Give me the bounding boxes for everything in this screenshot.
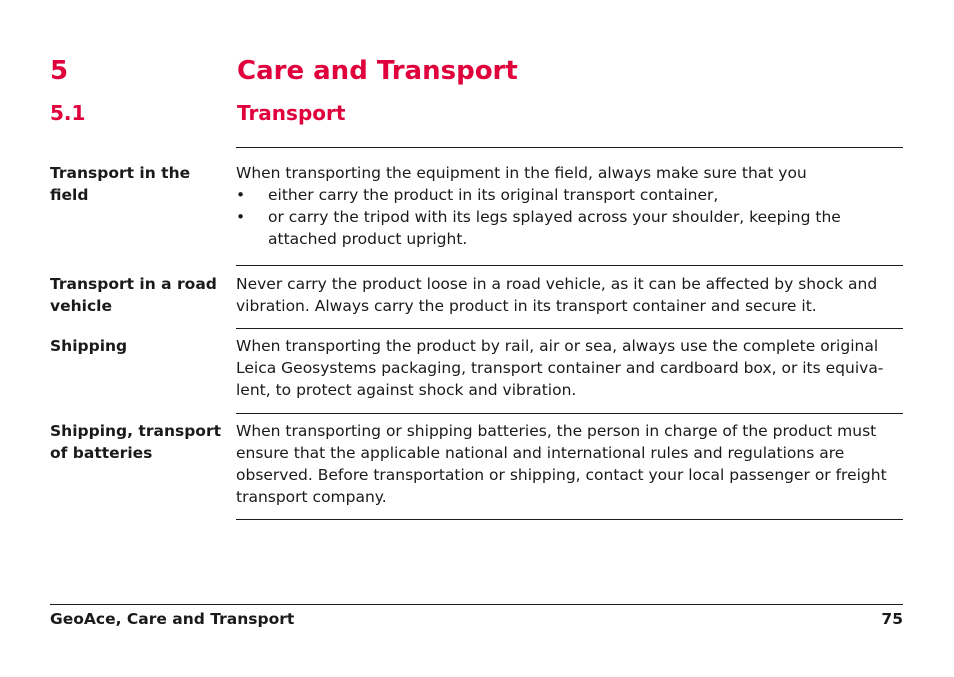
row-label-transport-field: Transport in the field [50, 164, 191, 204]
footer-title: GeoAce, Care and Transport [50, 610, 295, 628]
row-body-batteries: When transporting or shipping batteries, the person in charge of the product must ensure that the applicable national and international rules and regulations are observed. Before transportation or shipping, contact your local passenger or freight transport company. [236, 422, 887, 506]
footer-divider [50, 604, 903, 605]
row-intro: When transporting the equipment in the field, always make sure that you [236, 164, 807, 182]
row-label-batteries: Shipping, transport of batteries [50, 422, 221, 462]
row-label-road-vehicle: Transport in a road vehicle [50, 275, 217, 315]
list-item: • either carry the product in its original transport container, [236, 186, 719, 204]
divider [236, 519, 903, 520]
divider [236, 328, 903, 329]
row-body-shipping: When transporting the product by rail, air or sea, always use the complete original Leica Geosystems packaging, transport container and cardboard box, or its equiva-lent, to protect against shock and vibration. [236, 337, 884, 399]
section-number: 5.1 [50, 101, 86, 125]
bullet-list [236, 184, 903, 250]
row-body-road-vehicle: Never carry the product loose in a road vehicle, as it can be affected by shock and vibration. Always carry the product in its transport container and secure it. [236, 275, 878, 315]
row-label-shipping: Shipping [50, 337, 128, 355]
section-title: Transport [237, 101, 346, 125]
bullet-icon: • [236, 208, 246, 226]
bullet-icon: • [236, 186, 246, 204]
list-item: • or carry the tripod with its legs splayed across your shoulder, keeping the attached product upright. [236, 208, 841, 248]
page-number: 75 [881, 610, 903, 628]
chapter-number: 5 [50, 56, 69, 86]
divider [236, 413, 903, 414]
row-body-transport-field [236, 162, 903, 250]
chapter-title: Care and Transport [237, 56, 518, 86]
divider [236, 147, 903, 148]
divider [236, 265, 903, 266]
